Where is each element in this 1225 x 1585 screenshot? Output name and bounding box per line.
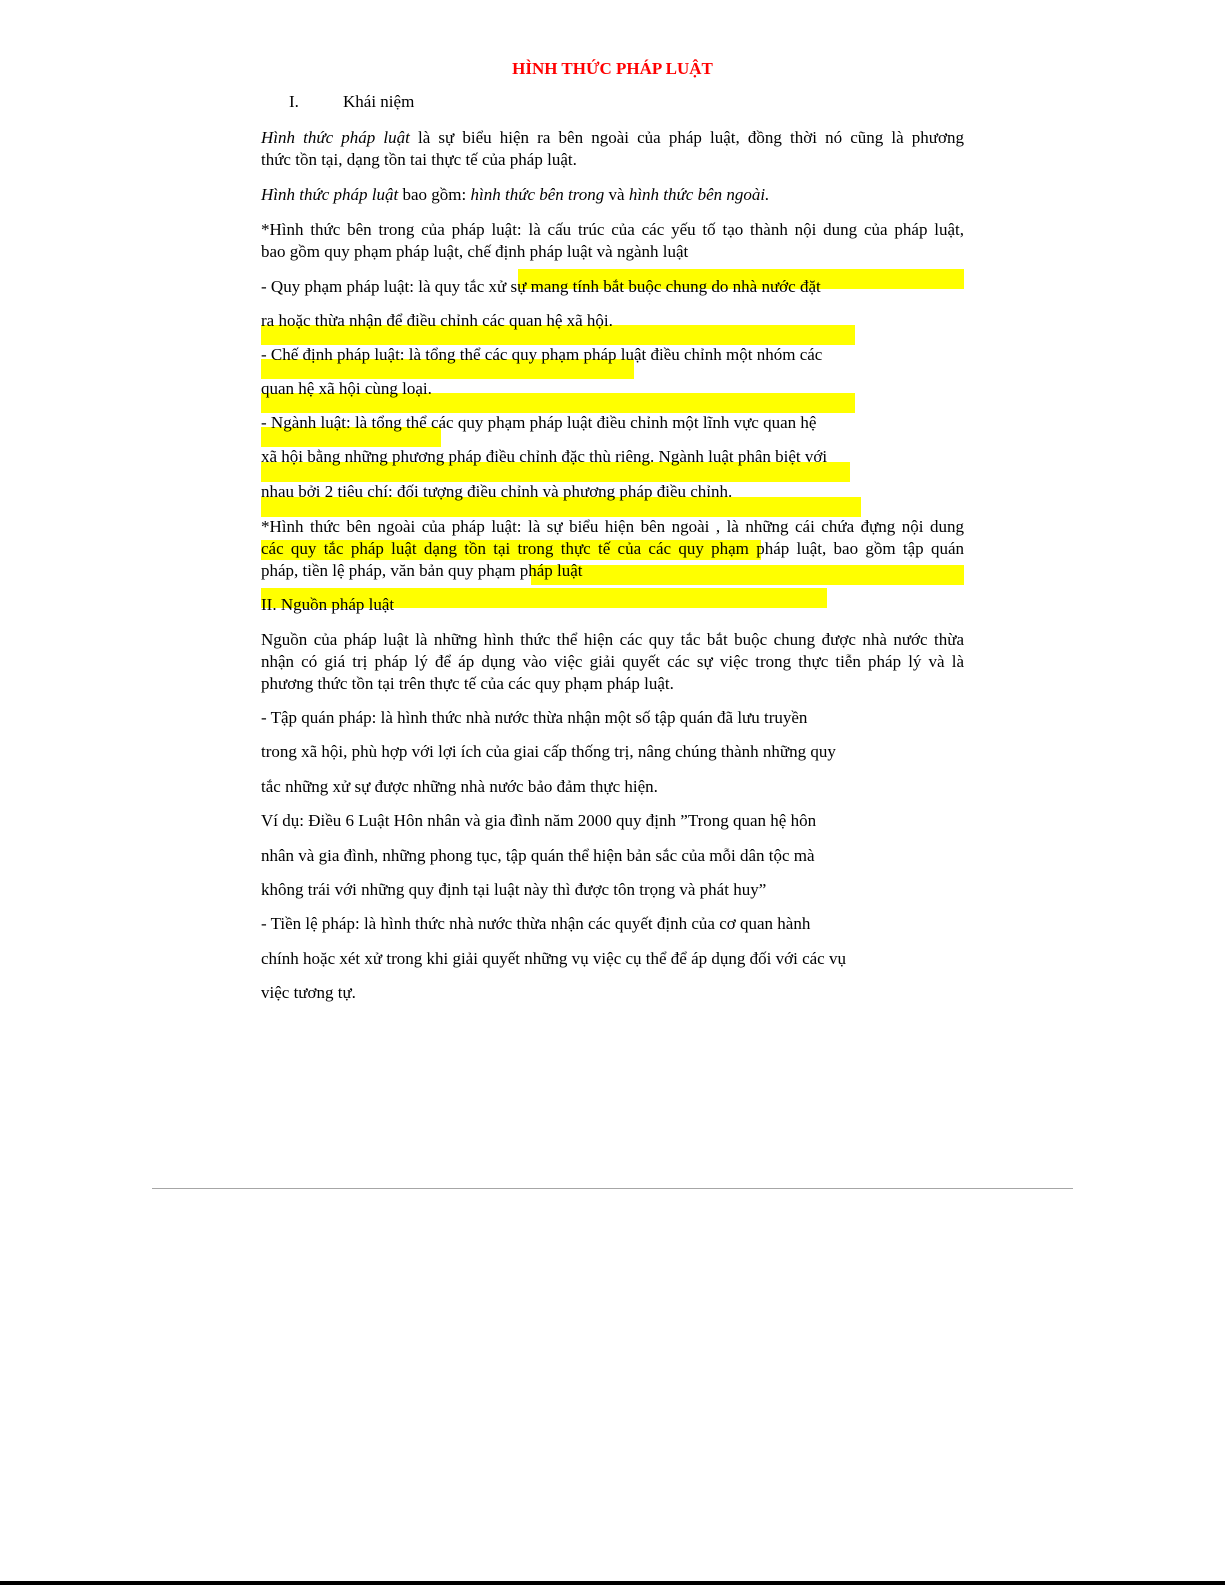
list-line: - Quy phạm pháp luật: là quy tắc xử sự mang tính bắt buộc chung do nhà nước đặt [261, 277, 821, 296]
section-number: I. [289, 92, 299, 111]
text-run: là sự biểu hiện ra bên ngoài của pháp luật, đồng thời nó cũng là phương [409, 128, 964, 147]
list-line: ra hoặc thừa nhận để điều chỉnh các quan hệ xã hội. [261, 311, 613, 330]
list-line: nhân và gia đình, những phong tục, tập quán thể hiện bản sắc của mỗi dân tộc mà [261, 846, 815, 865]
paragraph-line: thức tồn tại, dạng tồn tai thực tế của pháp luật. [261, 150, 577, 169]
italic-term: hình thức bên trong [470, 185, 605, 204]
bottom-edge-line [0, 1581, 1225, 1585]
list-line: quan hệ xã hội cùng loại. [261, 379, 432, 398]
paragraph-line: phương thức tồn tại trên thực tế của các quy phạm pháp luật. [261, 674, 674, 693]
list-line: - Tập quán pháp: là hình thức nhà nước thừa nhận một số tập quán đã lưu truyền [261, 708, 808, 727]
highlight-band [531, 565, 964, 585]
paragraph-line: Nguồn của pháp luật là những hình thức thể hiện các quy tắc bắt buộc chung được nhà nước thừa [261, 630, 964, 649]
list-line: không trái với những quy định tại luật này thì được tôn trọng và phát huy” [261, 880, 767, 899]
list-line: nhau bởi 2 tiêu chí: đối tượng điều chỉnh và phương pháp điều chỉnh. [261, 482, 733, 501]
list-line: việc tương tự. [261, 983, 356, 1002]
paragraph-line: các quy tắc pháp luật dạng tồn tại trong thực tế của các quy phạm pháp luật, bao gồm tập quán [261, 539, 964, 558]
paragraph-line: *Hình thức bên ngoài của pháp luật: là sự biểu hiện bên ngoài , là những cái chứa đựng nội dung [261, 517, 964, 536]
text-run: bao gồm: [398, 185, 471, 204]
list-line: - Tiền lệ pháp: là hình thức nhà nước thừa nhận các quyết định của cơ quan hành [261, 914, 811, 933]
paragraph-line: nhận có giá trị pháp lý để áp dụng vào việc giải quyết các sự việc trong thực tiễn pháp lý và là [261, 652, 964, 671]
italic-term: Hình thức pháp luật [261, 185, 399, 204]
list-line: trong xã hội, phù hợp với lợi ích của giai cấp thống trị, nâng chúng thành những quy [261, 742, 836, 761]
page-break-divider [152, 1188, 1073, 1189]
paragraph-line: pháp, tiền lệ pháp, văn bản quy phạm pháp luật [261, 561, 583, 580]
paragraph-line: bao gồm quy phạm pháp luật, chế định pháp luật và ngành luật [261, 242, 689, 261]
paragraph-line [261, 184, 769, 206]
section-heading: Khái niệm [343, 92, 415, 111]
list-line: - Chế định pháp luật: là tổng thể các quy phạm pháp luật điều chỉnh một nhóm các [261, 345, 823, 364]
section-heading-2: II. Nguồn pháp luật [261, 595, 395, 614]
italic-term: hình thức bên ngoài. [628, 185, 770, 204]
italic-term: Hình thức pháp luật [261, 128, 410, 147]
list-line: xã hội bằng những phương pháp điều chỉnh đặc thù riêng. Ngành luật phân biệt với [261, 447, 828, 466]
list-line: chính hoặc xét xử trong khi giải quyết những vụ việc cụ thể để áp dụng đối với các vụ [261, 949, 846, 968]
page-title: HÌNH THỨC PHÁP LUẬT [512, 59, 713, 78]
list-line: - Ngành luật: là tổng thể các quy phạm pháp luật điều chỉnh một lĩnh vực quan hệ [261, 413, 817, 432]
paragraph-line [261, 127, 964, 149]
text-run: và [604, 185, 629, 204]
paragraph-line: *Hình thức bên trong của pháp luật: là cấu trúc của các yếu tố tạo thành nội dung của pháp luật, [261, 220, 964, 239]
list-line: tắc những xử sự được những nhà nước bảo đảm thực hiện. [261, 777, 658, 796]
list-line: Ví dụ: Điều 6 Luật Hôn nhân và gia đình năm 2000 quy định ”Trong quan hệ hôn [261, 811, 817, 830]
